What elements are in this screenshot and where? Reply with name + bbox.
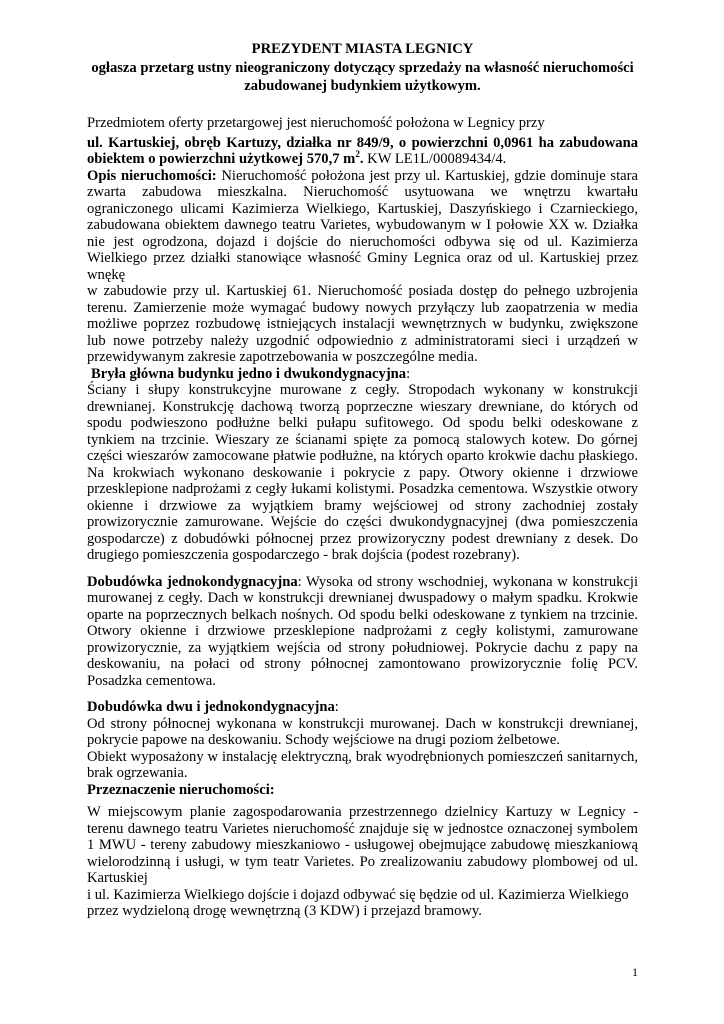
doc-subtitle-line1: ogłasza przetarg ustny nieograniczony dotyczący sprzedaży na własność nieruchomości xyxy=(91,60,634,76)
property-dot: . xyxy=(359,151,364,167)
dobudowka2-section xyxy=(87,699,638,782)
dobudowka1-paragraph xyxy=(87,574,638,690)
przeznaczenie-section xyxy=(87,782,638,920)
opis-paragraph xyxy=(87,168,638,284)
equipment-text: Obiekt wyposażony w instalację elektryczną, brak wyodrębnionych pomieszczeń sanitarnych, brak ogrzewania. xyxy=(87,748,638,781)
doc-title: PREZYDENT MIASTA LEGNICY xyxy=(251,41,474,57)
intro-property xyxy=(87,135,638,168)
dobudowka1-text: : Wysoka od strony wschodniej, wykonana w konstrukcji murowanej z cegły. Dach w konstrukcji drewnianej dwuspadowy o małym spadku. Krokwie oparte na poprzecznych belkach nośnych. Od spodu belki odeskowane z tynkiem na trzcinie. Otwory okienne i drzwiowe przesklepione nadprożami z cegły kolistymi, zamurowane prowizorycznie, za wyjątkiem wejścia od strony południowej. Pokrycie dachu z papy na deskowaniu, na połaci od strony północnej zamontowano prowizorycznie folię PCV. Posadzka cementowa. xyxy=(87,573,639,689)
dobudowka1-label: Dobudówka jednokondygnacyjna xyxy=(87,573,298,590)
page-number: 1 xyxy=(632,965,638,979)
area-unit-superscript: 2 xyxy=(355,149,360,160)
dobudowka2-text: Od strony północnej wykonana w konstrukcji murowanej. Dach w konstrukcji drewnianej, pokrycie papowe na deskowaniu. Schody wejściowe na drugi poziom żelbetowe. xyxy=(87,715,638,748)
intro-section xyxy=(87,115,638,168)
bryla-section xyxy=(87,366,638,564)
opis-paragraph-2: w zabudowie przy ul. Kartuskiej 61. Nieruchomość posiada dostęp do pełnego uzbrojenia terenu. Zamierzenie może wymagać budowy nowych przyłączy lub zaopatrzenia w media możliwe poprzez rozbudowę istniejących instalacji wewnętrznych w budynku, zwiększone lub nowe potrzeby należy uzgodnić odpowiednio z administratorami sieci i urządzeń w przewidywanym zakresie zapotrzebowania w poszczególne media. xyxy=(87,283,638,365)
bryla-label: Bryła główna budynku jedno i dwukondygnacyjna xyxy=(91,365,407,382)
property-description: ul. Kartuskiej, obręb Kartuzy, działka nr 849/9, o powierzchni 0,0961 ha zabudowana obiektem o powierzchni użytkowej 570,7 m xyxy=(87,134,638,167)
przeznaczenie-text-3: przez wydzieloną drogę wewnętrzną (3 KDW) i przejazd bramowy. xyxy=(87,903,482,919)
land-register-number: KW LE1L/00089434/4. xyxy=(363,151,507,167)
document-page xyxy=(87,40,638,920)
bryla-heading xyxy=(87,366,638,383)
przeznaczenie-heading xyxy=(87,782,638,799)
dobudowka2-colon: : xyxy=(334,699,339,715)
bryla-text: Ściany i słupy konstrukcyjne murowane z cegły. Stropodach wykonany w konstrukcji drewnianej. Konstrukcję dachową tworzą poprzeczne wieszary drewniane, do których od spodu podwieszono podłużne belki pułapu sufitowego. Od spodu belki odeskowane z tynkiem na trzcinie. Wieszary ze ścianami spięte za pomocą stalowych kotew. Do górnej części wieszarów zamocowane płatwie podłużne, na których oparto krokwie dachu płaskiego. Na krokwiach wykonano deskowanie i pokrycie z papy. Otwory okienne i drzwiowe przesklepione nadprożami z cegły łukami kolistymi. Posadzka cementowa. Wszystkie otwory okienne i drzwiowe za wyjątkiem bramy wejściowej od strony zachodniej zostały prowizorycznie zamurowane. Wejście do części dwukondygnacyjnej (dwa pomieszczenia gospodarcze) z dobudówki północnej przez prowizoryczny podest drewniany z desek. Do drugiego pomieszczenia gospodarczego - brak dojścia (podest rozebrany). xyxy=(87,382,638,563)
przeznaczenie-text: W miejscowym planie zagospodarowania przestrzennego dzielnicy Kartuzy w Legnicy - terenu dawnego teatru Varietes nieruchomość znajduje się w jednostce oznaczonej symbolem 1 MWU - tereny zabudowy mieszkaniowo - usługowej obejmujące zabudowę mieszkaniową wielorodzinną i usługi, w tym teatr Varietes. Po zrealizowaniu zabudowy plombowej od ul. Kartuskiej xyxy=(87,804,638,886)
dobudowka2-heading xyxy=(87,699,638,716)
opis-text: Nieruchomość położona jest przy ul. Kartuskiej, gdzie dominuje stara zwarta zabudowa mieszkalna. Nieruchomość usytuowana we wnętrzu kwartału ograniczonego ulicami Kazimierza Wielkiego, Kartuskiej, Daszyńskiego i Czarnieckiego, zabudowana obiektem dawnego teatru Varietes, wybudowanym w I połowie XX w. Działka nie jest ogrodzona, dojazd i dojście do nieruchomości odbywa się od ul. Kazimierza Wielkiego przez działki stanowiące własność Gminy Legnica oraz od ul. Kartuskiej przez wnękę xyxy=(87,167,638,283)
intro-line: Przedmiotem oferty przetargowej jest nieruchomość położona w Legnicy przy xyxy=(87,115,545,131)
opis-section xyxy=(87,168,638,366)
opis-label: Opis nieruchomości: xyxy=(87,167,217,184)
bryla-colon: : xyxy=(406,365,411,382)
przeznaczenie-text-2: i ul. Kazimierza Wielkiego dojście i dojazd odbywać się będzie od ul. Kazimierza Wielkiego xyxy=(87,886,629,903)
przeznaczenie-label: Przeznaczenie nieruchomości: xyxy=(87,781,275,798)
dobudowka2-label: Dobudówka dwu i jednokondygnacyjna xyxy=(87,699,335,715)
doc-subtitle-line2: zabudowanej budynkiem użytkowym. xyxy=(244,78,481,94)
dobudowka1-section xyxy=(87,574,638,690)
